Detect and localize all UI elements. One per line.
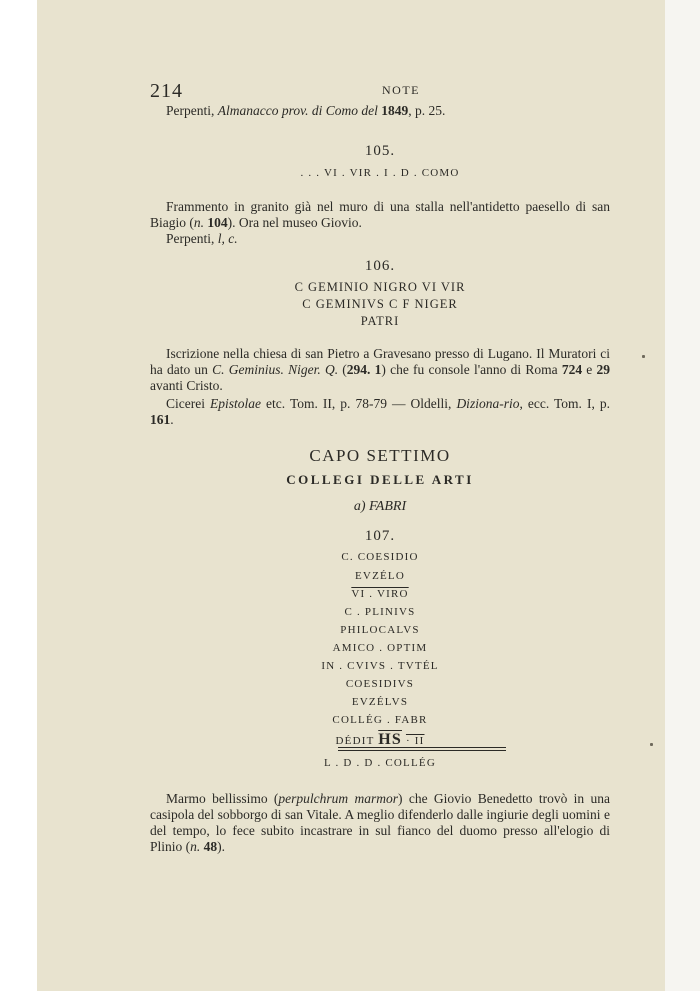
entry-106-line-2: C GEMINIVS C F NIGER (302, 297, 458, 311)
entry-107-line-8: COESIDIVS (345, 678, 415, 690)
section-heading: a) FABRI (353, 499, 407, 514)
entry-107-line-3: VI . VIRO (351, 588, 409, 600)
entry-107-line-2: EVZÉLO (355, 570, 405, 582)
page-number: 214 (150, 80, 183, 102)
inscription-rule-1 (338, 747, 506, 748)
entry-107-line-4: C . PLINIVS (344, 606, 416, 618)
entry-106-number: 106. (364, 258, 396, 274)
running-head: NOTE (382, 83, 420, 97)
left-margin (0, 0, 37, 991)
entry-107-line-10: COLLÉG . FABR (332, 714, 428, 726)
entry-107-line-1: C. COESIDIO (341, 551, 419, 563)
chapter-title: CAPO SETTIMO (309, 446, 451, 465)
entry-106-line-3: PATRI (360, 314, 400, 328)
entry-107-description: Marmo bellissimo (perpulchrum marmor) che Giovio Benedetto trovò in una casipola del sobborgo di san Vitale. A meglio difenderlo dalle ingiurie degli uomini e del tempo, lo fece subito incastrare in sul fianco del duomo presso all'elogio di Plinio (n. 48). (150, 791, 610, 854)
entry-105-reference: Perpenti, l, c. (166, 231, 238, 246)
chapter-subtitle: COLLEGI DELLE ARTI (286, 472, 474, 487)
entry-107-line-7: IN . CVIVS . TVTÉL (321, 660, 439, 672)
entry-107-number: 107. (364, 528, 396, 544)
entry-105-inscription: . . . VI . VIR . I . D . COMO (300, 167, 460, 179)
hs-sesterce-symbol: $\overline{HS}$ (378, 731, 402, 748)
entry-107-line-5: PHILOCALVS (340, 624, 420, 636)
entry-105-number: 105. (364, 143, 396, 159)
entry-106-description: Iscrizione nella chiesa di san Pietro a Gravesano presso di Lugano. Il Muratori ci ha dato un C. Geminius. Niger. Q. (294. 1) che fu console l'anno di Roma 724 e 29 avanti Cristo. (150, 346, 610, 393)
entry-106-line-1: C GEMINIO NIGRO VI VIR (294, 280, 466, 294)
inscription-rule-2 (338, 750, 506, 751)
reference-top: Perpenti, Almanacco prov. di Como del 1849, p. 25. (166, 103, 446, 118)
entry-105-description: Frammento in granito già nel muro di una stalla nell'antidetto paesello di san Biagio (n. 104). Ora nel museo Giovio. (150, 199, 610, 230)
page-speck (642, 355, 645, 358)
entry-107-line-6: AMICO . OPTIM (332, 642, 428, 654)
entry-107-dedit-line: DÉDIT $\overline{HS}$ · II (335, 731, 425, 748)
page-speck (650, 743, 653, 746)
entry-107-line-9: EVZÉLVS (351, 696, 409, 708)
entry-106-reference: Cicerei Epistolae etc. Tom. II, p. 78-79 — Oldelli, Diziona-rio, ecc. Tom. I, p. 161. (150, 396, 610, 427)
entry-107-footer-line: L . D . D . COLLÉG (324, 757, 436, 769)
right-margin (665, 0, 700, 991)
page-header (150, 80, 570, 102)
